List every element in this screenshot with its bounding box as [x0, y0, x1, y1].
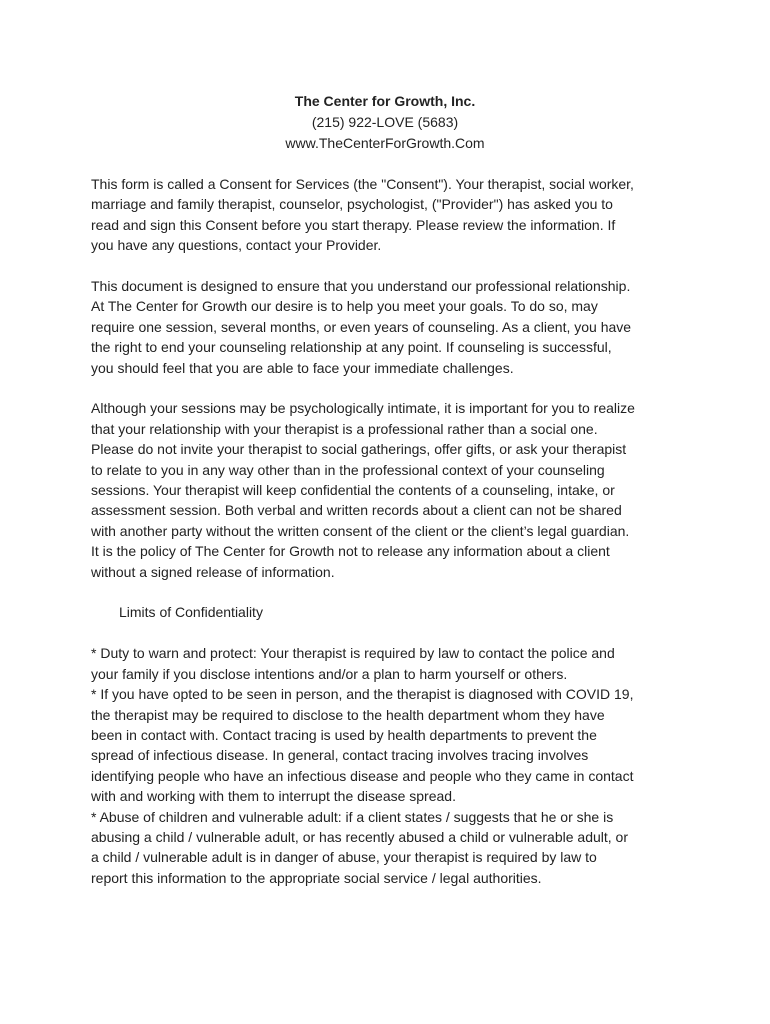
- text-line: the right to end your counseling relationship at any point. If counseling is successful,: [91, 339, 612, 356]
- text-line: with another party without the written consent of the client or the client’s legal guardian.: [91, 522, 630, 539]
- list-item: report this information to the appropriate social service / legal authorities.: [91, 869, 542, 886]
- text-line: Please do not invite your therapist to social gatherings, offer gifts, or ask your therapist: [91, 441, 627, 458]
- paragraph-professional-relationship: [91, 276, 691, 378]
- text-line: This form is called a Consent for Services (the "Consent"). Your therapist, social worker,: [91, 176, 634, 192]
- list-item: abusing a child / vulnerable adult, or has recently abused a child or vulnerable adult, or: [91, 828, 628, 845]
- list-item: spread of infectious disease. In general, contact tracing involves tracing involves: [91, 747, 589, 764]
- text-line: that your relationship with your therapist is a professional rather than a social one.: [91, 420, 598, 437]
- text-line: marriage and family therapist, counselor, psychologist, ("Provider") has asked you to: [91, 196, 613, 213]
- text-line: This document is designed to ensure that you understand our professional relationship.: [91, 278, 631, 295]
- list-item: been in contact with. Contact tracing is used by health departments to prevent the: [91, 726, 597, 743]
- text-line: without a signed release of information.: [91, 563, 335, 580]
- text-line: require one session, several months, or even years of counseling. As a client, you have: [91, 318, 632, 335]
- document-header: [0, 91, 770, 154]
- list-item: identifying people who have an infectious disease and people who they came in contact: [91, 767, 634, 784]
- text-line: Although your sessions may be psychologically intimate, it is important for you to realize: [91, 400, 635, 417]
- list-item: the therapist may be required to disclose to the health department whom they have: [91, 706, 605, 723]
- list-item: with and working with them to interrupt the disease spread.: [91, 788, 456, 805]
- list-item: * Abuse of children and vulnerable adult: if a client states / suggests that he or she is: [91, 808, 614, 825]
- list-item: your family if you disclose intentions and/or a plan to harm yourself or others.: [91, 665, 568, 682]
- text-line: assessment session. Both verbal and written records about a client can not be shared: [91, 502, 622, 519]
- text-line: It is the policy of The Center for Growth not to release any information about a client: [91, 543, 610, 560]
- text-line: read and sign this Consent before you start therapy. Please review the information. If: [91, 216, 616, 233]
- section-heading-limits-of-confidentiality: Limits of Confidentiality: [119, 604, 263, 621]
- paragraph-confidential-sessions: [91, 398, 691, 582]
- text-line: At The Center for Growth our desire is to help you meet your goals. To do so, may: [91, 298, 598, 315]
- organization-name: The Center for Growth, Inc.: [294, 93, 476, 109]
- document-body: [91, 174, 691, 888]
- confidentiality-limits-list: [91, 643, 691, 888]
- paragraph-consent-intro: [91, 174, 691, 256]
- organization-website: www.TheCenterForGrowth.Com: [285, 135, 485, 151]
- organization-phone: (215) 922-LOVE (5683): [311, 114, 459, 130]
- list-item: * If you have opted to be seen in person, and the therapist is diagnosed with COVID 19,: [91, 686, 634, 703]
- text-line: to relate to you in any way other than in the professional context of your counseling: [91, 461, 605, 478]
- list-item: a child / vulnerable adult is in danger of abuse, your therapist is required by law to: [91, 849, 597, 866]
- list-item: * Duty to warn and protect: Your therapist is required by law to contact the police and: [91, 645, 615, 662]
- text-line: you have any questions, contact your Provider.: [91, 237, 382, 254]
- text-line: sessions. Your therapist will keep confidential the contents of a counseling, intake, or: [91, 482, 615, 499]
- text-line: you should feel that you are able to face your immediate challenges.: [91, 359, 514, 376]
